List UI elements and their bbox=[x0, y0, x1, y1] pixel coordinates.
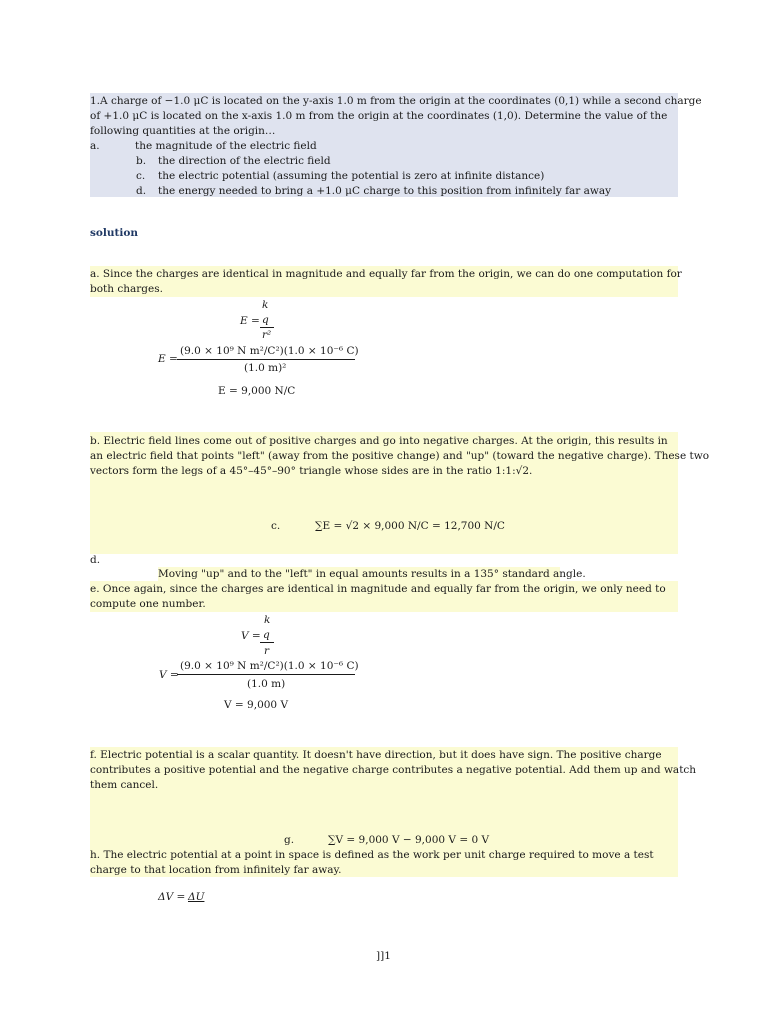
part-e-eq2-lhs: V = bbox=[159, 669, 179, 681]
problem-item-a-text: the magnitude of the electric field bbox=[135, 140, 317, 152]
part-a-eq2-lhs: E = bbox=[158, 353, 178, 365]
part-e-line-2: compute one number. bbox=[90, 598, 206, 610]
part-e-eq1-k: k bbox=[264, 614, 271, 626]
part-c-equation: ∑E = √2 × 9,000 N/C = 12,700 N/C bbox=[315, 520, 505, 532]
part-e-eq1-fraction-bar bbox=[260, 642, 274, 643]
part-c-marker: c. bbox=[271, 520, 281, 532]
final-eq-rhs: ΔU bbox=[188, 891, 205, 903]
part-e-eq2-num: (9.0 × 10⁹ N m²/C²)(1.0 × 10⁻⁶ C) bbox=[180, 660, 359, 672]
solution-heading: solution bbox=[90, 227, 139, 239]
problem-item-a-marker: a. bbox=[90, 140, 100, 152]
part-f-line-1: f. Electric potential is a scalar quantity. It doesn't have direction, but it does have sign. The positive charge bbox=[90, 749, 662, 761]
part-h-line-1: h. The electric potential at a point in space is defined as the work per unit charge required to move a test bbox=[90, 849, 654, 861]
problem-line-1: 1.A charge of −1.0 μC is located on the y-axis 1.0 m from the origin at the coordinates (0,1) while a second charge bbox=[90, 95, 702, 107]
part-h-line-2: charge to that location from infinitely far away. bbox=[90, 864, 342, 876]
part-a-eq2-num: (9.0 × 10⁹ N m²/C²)(1.0 × 10⁻⁶ C) bbox=[180, 345, 359, 357]
problem-item-d-marker: d. bbox=[136, 185, 147, 197]
part-e-eq1-num: q bbox=[263, 629, 270, 641]
problem-line-3: following quantities at the origin… bbox=[90, 125, 276, 137]
part-a-eq2-fraction-bar bbox=[177, 359, 355, 360]
part-e-eq2-fraction-bar bbox=[177, 674, 355, 675]
part-a-line-1: a. Since the charges are identical in magnitude and equally far from the origin, we can do one computation for bbox=[90, 268, 682, 280]
final-eq-lhs: ΔV = bbox=[158, 891, 186, 903]
part-a-eq1-num: q bbox=[262, 314, 269, 326]
problem-item-d-text: the energy needed to bring a +1.0 μC charge to this position from infinitely far away bbox=[158, 185, 612, 197]
part-e-result: V = 9,000 V bbox=[224, 699, 289, 711]
part-g-equation: ∑V = 9,000 V − 9,000 V = 0 V bbox=[328, 834, 490, 846]
part-f-line-3: them cancel. bbox=[90, 779, 159, 791]
part-f-line-2: contributes a positive potential and the negative charge contributes a negative potential. Add them up and watch bbox=[90, 764, 697, 776]
problem-line-2: of +1.0 μC is located on the x-axis 1.0 m from the origin at the coordinates (1,0). Determine the value of the bbox=[90, 110, 668, 122]
part-b-line-3: vectors form the legs of a 45°–45°–90° triangle whose sides are in the ratio 1:1:√2. bbox=[90, 465, 533, 477]
problem-item-c-text: the electric potential (assuming the potential is zero at infinite distance) bbox=[158, 170, 545, 182]
part-a-eq1-den: r² bbox=[262, 329, 272, 341]
part-e-eq1-lhs: V = bbox=[241, 630, 261, 642]
part-a-result: E = 9,000 N/C bbox=[218, 385, 296, 397]
part-b-line-2: an electric field that points "left" (away from the positive change) and "up" (toward the negative charge). These two bbox=[90, 450, 710, 462]
problem-item-b-text: the direction of the electric field bbox=[158, 155, 331, 167]
part-b-line-1: b. Electric field lines come out of positive charges and go into negative charges. At the origin, this results in bbox=[90, 435, 668, 447]
part-a-line-2: both charges. bbox=[90, 283, 163, 295]
part-e-eq2-den: (1.0 m) bbox=[247, 678, 286, 690]
part-d-marker: d. bbox=[90, 554, 101, 566]
part-g-marker: g. bbox=[284, 834, 295, 846]
part-a-eq1-k: k bbox=[262, 299, 269, 311]
part-e-line-1: e. Once again, since the charges are identical in magnitude and equally far from the origin, we only need to bbox=[90, 583, 666, 595]
problem-item-b-marker: b. bbox=[136, 155, 147, 167]
part-d-text: Moving "up" and to the "left" in equal amounts results in a 135° standard angle. bbox=[158, 568, 586, 580]
part-a-eq2-den: (1.0 m)² bbox=[244, 362, 287, 374]
part-e-eq1-den: r bbox=[264, 645, 270, 657]
page-footer: ]]1 bbox=[376, 950, 391, 962]
problem-item-c-marker: c. bbox=[136, 170, 146, 182]
part-a-eq1-lhs: E = bbox=[240, 315, 260, 327]
